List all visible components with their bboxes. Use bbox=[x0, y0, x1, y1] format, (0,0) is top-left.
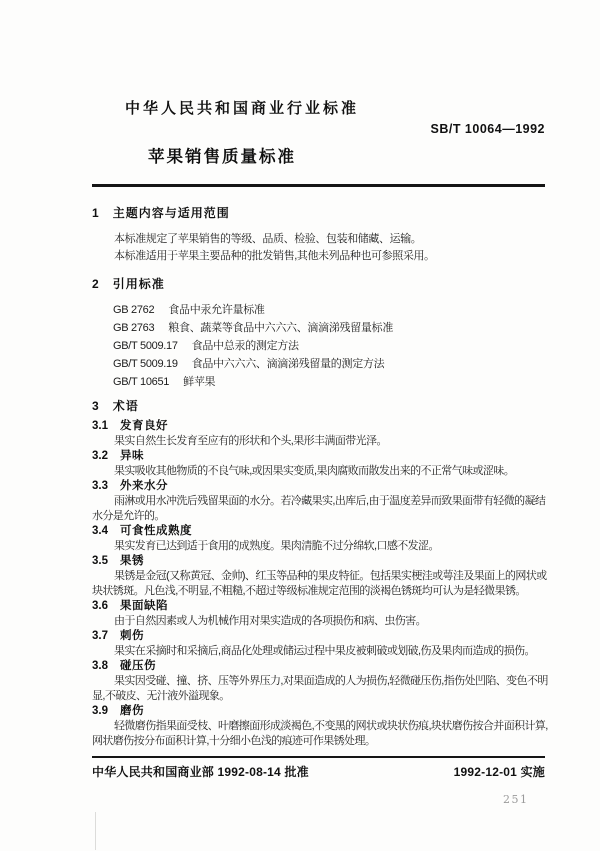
term-definition: 轻微磨伤指果面受枝、叶磨擦面形成淡褐色,不变黑的网状或块状伤痕,块状磨伤按合并面积计算,网状磨伤按分布面积计算,十分细小色浅的痕迹可作果锈处理。 bbox=[92, 720, 548, 747]
term-heading bbox=[92, 599, 550, 614]
term-heading bbox=[92, 449, 550, 464]
term-definition: 果实发育已达到适于食用的成熟度。果肉清脆不过分绵软,口感不发涩。 bbox=[114, 540, 439, 552]
terms-list bbox=[92, 419, 550, 749]
term-name: 可食性成熟度 bbox=[120, 525, 192, 537]
reference-title: 鲜苹果 bbox=[183, 376, 216, 388]
reference-code: GB/T 5009.17 bbox=[113, 340, 178, 352]
section-title: 主题内容与适用范围 bbox=[112, 206, 230, 220]
page-number: 251 bbox=[503, 793, 529, 806]
document-body bbox=[92, 198, 550, 749]
term-heading bbox=[92, 659, 550, 674]
reference-code: GB/T 5009.19 bbox=[113, 358, 178, 370]
term-name: 刺伤 bbox=[120, 630, 144, 642]
reference-item bbox=[113, 373, 550, 391]
standard-type-heading: 中华人民共和国商业行业标准 bbox=[124, 100, 359, 117]
scope-paragraph: 本标准规定了苹果销售的等级、品质、检验、包装和储藏、运输。 bbox=[114, 233, 422, 245]
scan-artifact-line bbox=[95, 812, 96, 850]
document-title: 苹果销售质量标准 bbox=[148, 148, 296, 166]
standard-code: SB/T 10064—1992 bbox=[430, 122, 545, 136]
term-number: 3.6 bbox=[92, 600, 108, 612]
section-number: 1 bbox=[92, 206, 99, 220]
term-heading bbox=[92, 704, 550, 719]
header-rule bbox=[92, 184, 545, 187]
term-number: 3.1 bbox=[92, 420, 108, 432]
term-number: 3.8 bbox=[92, 660, 108, 672]
section-title: 引用标准 bbox=[112, 277, 165, 291]
reference-item bbox=[113, 301, 550, 319]
term-heading bbox=[92, 524, 550, 539]
section-title: 术语 bbox=[112, 399, 139, 413]
reference-code: GB 2763 bbox=[113, 322, 155, 334]
term-number: 3.9 bbox=[92, 705, 108, 717]
section-number: 3 bbox=[92, 399, 99, 413]
reference-code: GB/T 10651 bbox=[113, 376, 170, 388]
term-number: 3.3 bbox=[92, 480, 108, 492]
section-2-heading bbox=[92, 277, 550, 292]
term-definition: 果锈是金冠(又称黄冠、金帅)、红玉等品种的果皮特征。包括果实梗洼或萼洼及果面上的网状或块状锈斑。凡色浅,不明显,不粗糙,不超过等级标准规定范围的淡褐色锈斑均可认为是轻微果锈。 bbox=[92, 570, 547, 597]
reference-item bbox=[113, 355, 550, 373]
term-number: 3.2 bbox=[92, 450, 108, 462]
section-1-heading bbox=[92, 206, 550, 221]
term-number: 3.7 bbox=[92, 630, 108, 642]
term-name: 碰压伤 bbox=[120, 660, 156, 672]
term-name: 发育良好 bbox=[120, 420, 168, 432]
term-name: 果面缺陷 bbox=[120, 600, 168, 612]
section-number: 2 bbox=[92, 277, 99, 291]
term-heading bbox=[92, 554, 550, 569]
reference-item bbox=[113, 337, 550, 355]
term-name: 外来水分 bbox=[120, 480, 168, 492]
term-number: 3.5 bbox=[92, 555, 108, 567]
reference-title: 食品中总汞的测定方法 bbox=[191, 340, 299, 352]
term-definition: 果实在采摘时和采摘后,商品化处理或储运过程中果皮被刺破或划破,伤及果肉而造成的损伤。 bbox=[114, 645, 535, 657]
term-definition: 雨淋或用水冲洗后残留果面的水分。若冷藏果实,出库后,由于温度差异而致果面带有轻微的凝结水分是允许的。 bbox=[92, 495, 546, 522]
reference-title: 食品中汞允许量标准 bbox=[168, 304, 265, 316]
reference-item bbox=[113, 319, 550, 337]
implementation-note: 1992-12-01 实施 bbox=[453, 765, 545, 779]
reference-title: 食品中六六六、滴滴涕残留量的测定方法 bbox=[191, 358, 385, 370]
term-definition: 果实吸收其他物质的不良气味,或因果实变质,果肉腐败而散发出来的不正常气味或涩味。 bbox=[114, 465, 515, 477]
term-heading bbox=[92, 419, 550, 434]
scope-paragraph: 本标准适用于苹果主要品种的批发销售,其他未列品种也可参照采用。 bbox=[114, 250, 435, 262]
footer-rule bbox=[92, 756, 545, 758]
term-name: 果锈 bbox=[120, 555, 144, 567]
reference-list bbox=[92, 301, 550, 391]
reference-title: 粮食、蔬菜等食品中六六六、滴滴涕残留量标准 bbox=[168, 322, 394, 334]
term-number: 3.4 bbox=[92, 525, 108, 537]
term-name: 磨伤 bbox=[120, 705, 144, 717]
term-name: 异味 bbox=[120, 450, 144, 462]
section-1-body bbox=[92, 231, 550, 265]
approval-note: 中华人民共和国商业部 1992-08-14 批准 bbox=[92, 765, 309, 779]
term-definition: 果实自然生长发育至应有的形状和个头,果形丰满面带光泽。 bbox=[114, 435, 387, 447]
term-heading bbox=[92, 629, 550, 644]
reference-code: GB 2762 bbox=[113, 304, 155, 316]
section-3-heading bbox=[92, 399, 550, 414]
term-definition: 果实因受碰、撞、挤、压等外界压力,对果面造成的人为损伤,轻微碰压伤,指伤处凹陷、变色不明显,不破皮、无汁液外溢现象。 bbox=[92, 675, 548, 702]
term-heading bbox=[92, 479, 550, 494]
term-definition: 由于自然因素或人为机械作用对果实造成的各项损伤和病、虫伤害。 bbox=[114, 615, 426, 627]
